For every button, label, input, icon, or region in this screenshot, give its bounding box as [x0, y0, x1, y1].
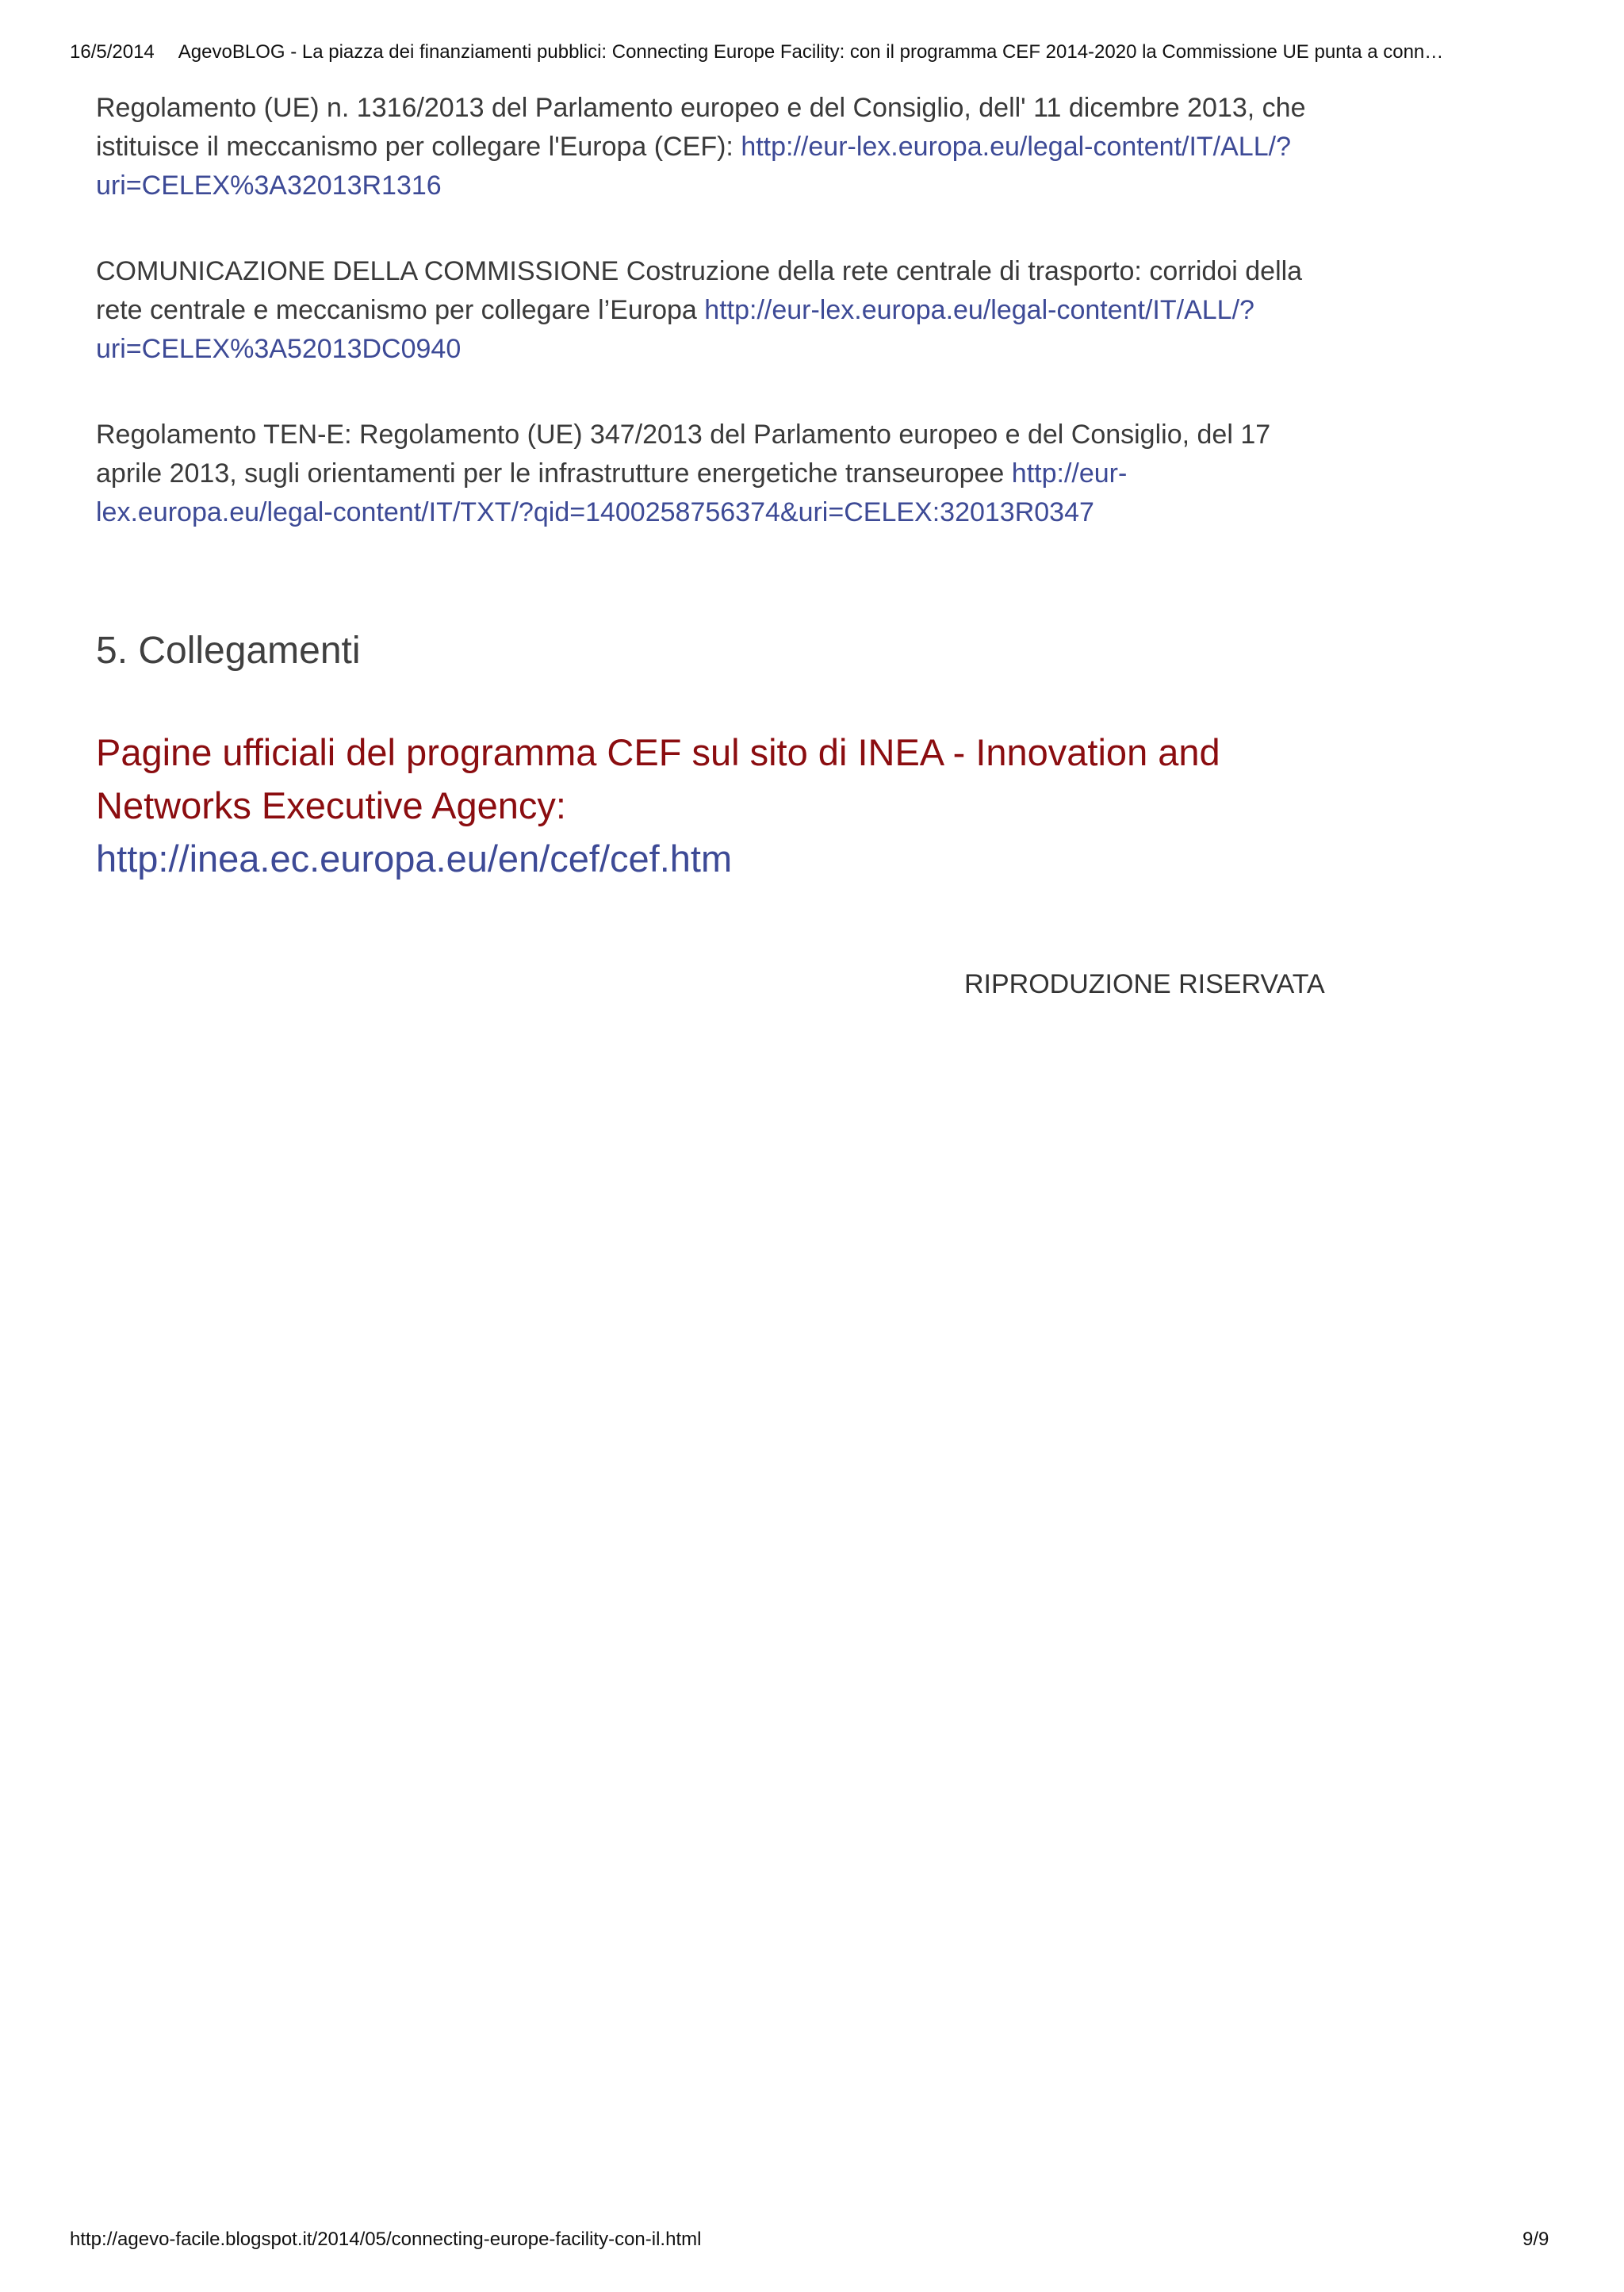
reference-link[interactable]: http://eur-lex.europa.eu/legal-content/IT/ALL/?uri=CELEX%3A32013R1316: [96, 132, 1291, 201]
section-title: 5. Collegamenti: [96, 630, 361, 672]
reference-text: COMUNICAZIONE DELLA COMMISSIONE Costruzione della rete centrale di trasporto: corridoi della rete centrale e meccanismo per collegare l’Europa: [96, 256, 1303, 325]
official-pages-link[interactable]: http://inea.ec.europa.eu/en/cef/cef.htm: [96, 837, 733, 880]
official-pages-block: [96, 726, 1381, 885]
official-pages-text: Pagine ufficiali del programma CEF sul sito di INEA - Innovation and Networks Executive Agency:: [96, 731, 1220, 826]
reference-text: Regolamento (UE) n. 1316/2013 del Parlamento europeo e del Consiglio, dell' 11 dicembre 2013, che istituisce il meccanismo per collegare l'Europa (CEF):: [96, 93, 1306, 162]
print-footer-url: http://agevo-facile.blogspot.it/2014/05/connecting-europe-facility-con-il.html: [70, 2229, 702, 2250]
print-page-title: AgevoBLOG - La piazza dei finanziamenti pubblici: Connecting Europe Facility: con il programma CEF 2014-2020 la Commissione UE punta a conn…: [178, 41, 1444, 63]
reference-link[interactable]: http://eur-lex.europa.eu/legal-content/IT/ALL/?uri=CELEX%3A52013DC0940: [96, 295, 1254, 364]
print-date: 16/5/2014: [70, 41, 155, 63]
reference-item: [96, 416, 1333, 532]
reference-link[interactable]: http://eur-lex.europa.eu/legal-content/IT/TXT/?qid=1400258756374&uri=CELEX:32013R0347: [96, 458, 1128, 527]
references-list: [96, 89, 1333, 579]
print-header: [70, 41, 1561, 63]
reference-item: [96, 252, 1333, 369]
print-page-number: 9/9: [1522, 2229, 1549, 2250]
reference-item: [96, 89, 1333, 205]
reproduction-notice: RIPRODUZIONE RISERVATA: [964, 969, 1325, 999]
reference-text: Regolamento TEN-E: Regolamento (UE) 347/2013 del Parlamento europeo e del Consiglio, del 17 aprile 2013, sugli orientamenti per le infrastrutture energetiche transeuropee: [96, 420, 1271, 489]
